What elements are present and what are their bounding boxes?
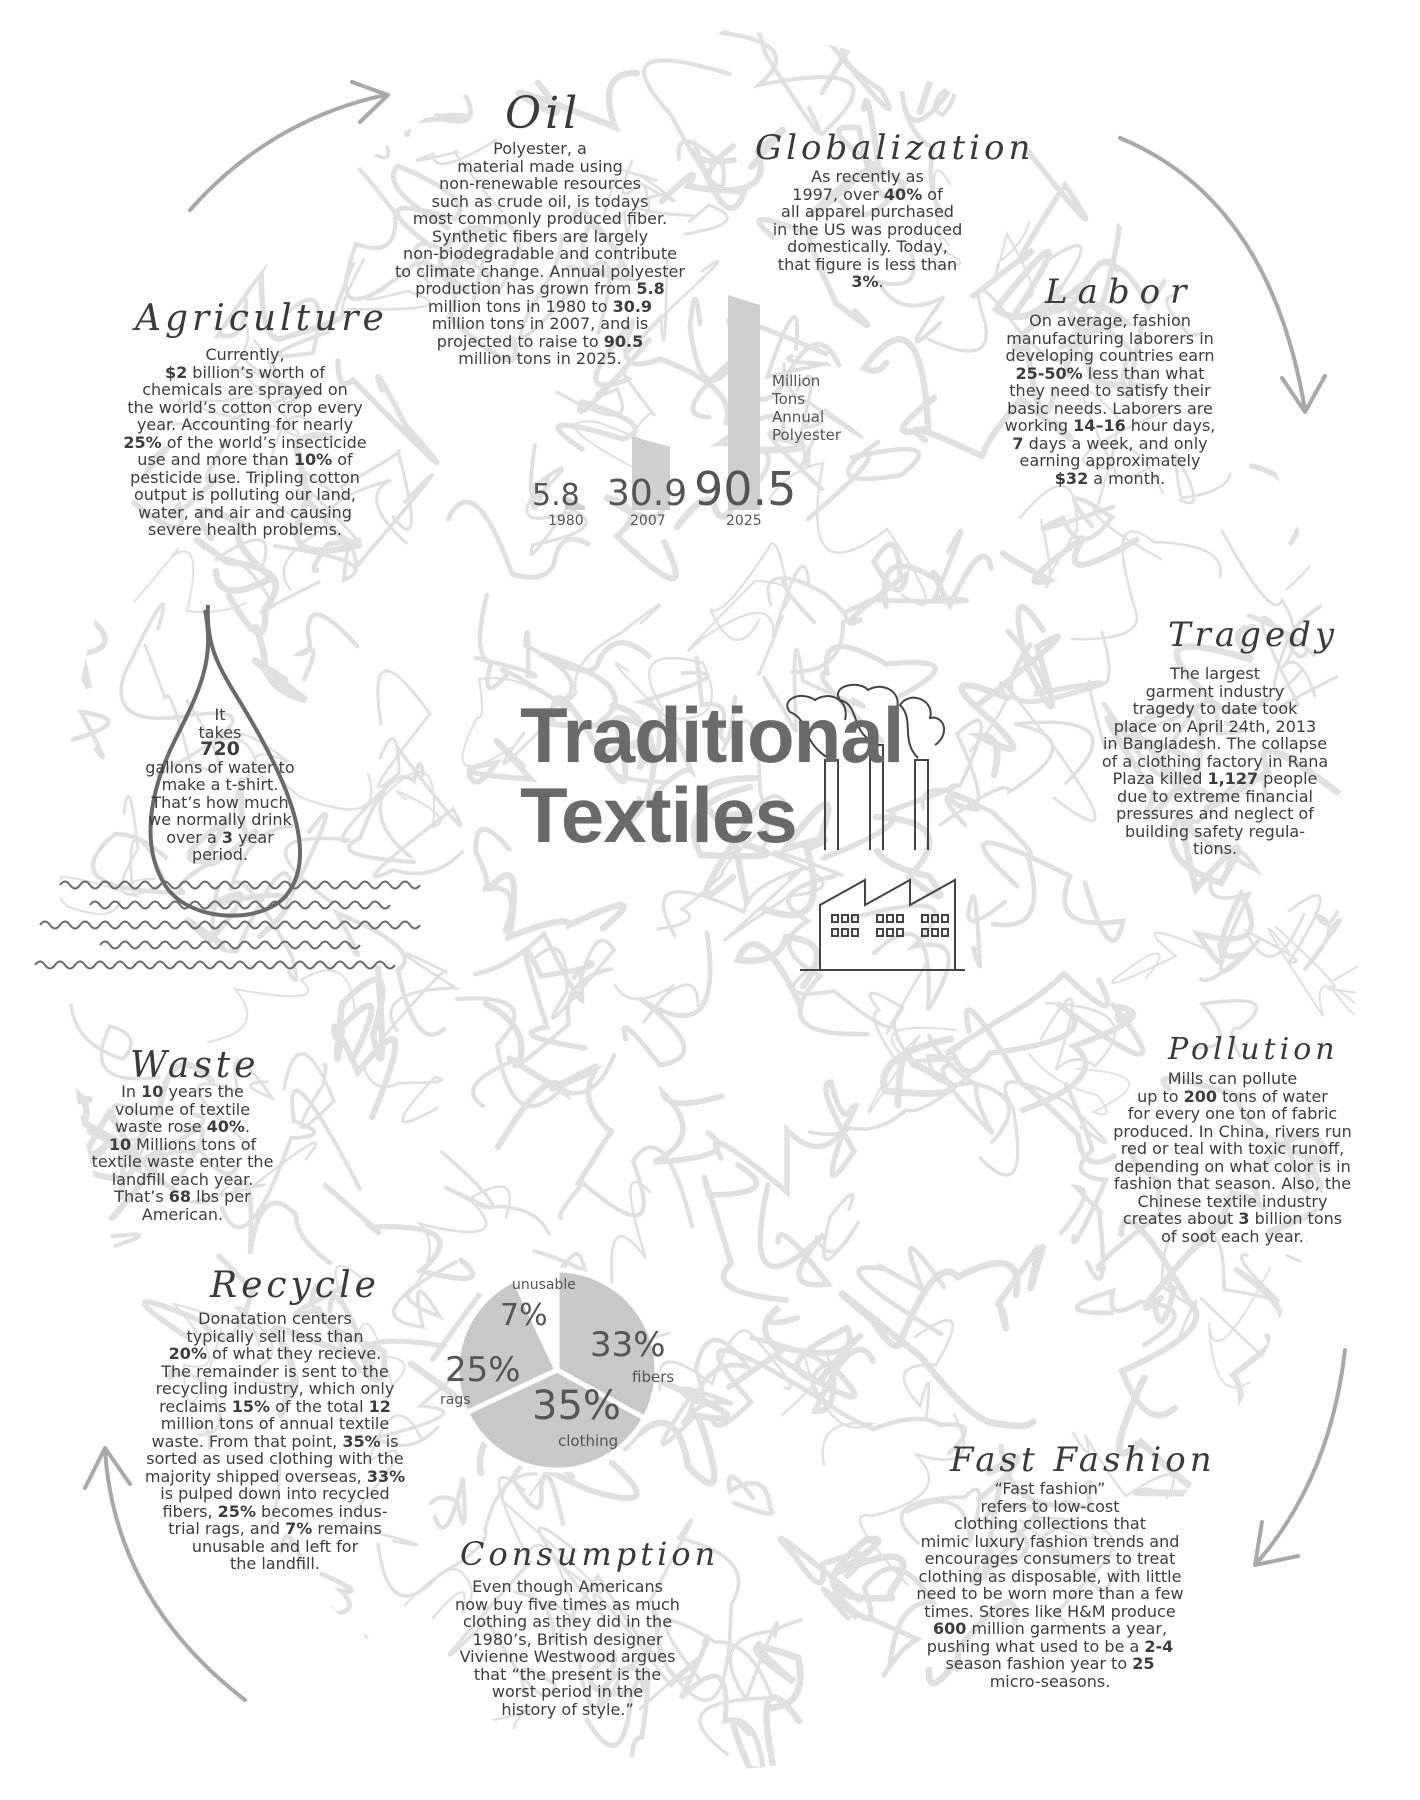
recycle-heading: Recycle — [210, 1265, 380, 1306]
labor-heading: Labor — [1045, 272, 1197, 312]
series-label-line: Million — [772, 372, 821, 390]
page-title — [520, 690, 903, 860]
pie-value-label: 25% — [445, 1350, 521, 1390]
consumption-text: Even though Americans now buy five times as much clothing as they did in the 1980’s, British designer Vivienne Westwood argues that “the present is the worst period in the history of style.” — [455, 1577, 680, 1719]
bar-category-label: 2007 — [630, 513, 666, 529]
bar-category-label: 1980 — [548, 513, 584, 529]
pie-value-label: 33% — [590, 1325, 666, 1365]
title-line: Textiles — [520, 771, 797, 859]
recycle-text: Donatation centers typically sell less than 20% of what they recieve. The remainder is sent to the recycling industry, which only reclaims 15% of the total 12 million tons of annual textile waste. From that point, 35% is sorted as used clothing with the majority shipped overseas, 33% is pulped down into recycled fibers, 25% becomes indus- trial rags, and 7% remains unusable and left for the landfill. — [144, 1309, 406, 1573]
pollution-text: Mills can pollute up to 200 tons of water for every one ton of fabric produced. In China, rivers run red or teal with toxic runoff, depending on what color is in fashion that season. Also, the Chinese textile industry creates about 3 billion tons of soot each year. — [1113, 1069, 1352, 1246]
series-label-line: Annual — [772, 408, 825, 426]
pie-slice-label: clothing — [558, 1432, 619, 1450]
pie-slice-label: rags — [440, 1392, 471, 1408]
fast-fashion-text: “Fast fashion” refers to low-cost clothing collections that mimic luxury fashion trends and encourages consumers to treat clothing as disposable, with little need to be worn more than a few times. Stores like H&M produce 600 million garments a year, pushing what used to be a 2-4 season fashion year to 25 micro-seasons. — [916, 1479, 1184, 1691]
series-label-line: Polyester — [772, 426, 842, 444]
tragedy-heading: Tragedy — [1168, 615, 1339, 655]
fast-fashion-heading: Fast Fashion — [950, 1440, 1216, 1480]
bar-value-label: 5.8 — [532, 478, 580, 513]
series-label-line: Tons — [772, 390, 806, 408]
water-text: It takes 720 gallons of water to make a t-shirt. That’s how much we normally drink over a 3 year period. — [145, 705, 295, 864]
oil-heading: Oil — [505, 88, 582, 139]
title-line: Traditional — [520, 691, 904, 779]
bar-category-label: 2025 — [726, 513, 762, 529]
waste-text: In 10 years the volume of textile waste rose 40%. 10 Millions tons of textile waste enter the landfill each year. That’s 68 lbs per American. — [91, 1082, 274, 1224]
pie-value-label: 35% — [532, 1383, 621, 1429]
pie-slice-label: unusable — [512, 1277, 576, 1293]
consumption-heading: Consumption — [460, 1535, 720, 1573]
pie-slice-label: fibers — [632, 1368, 675, 1386]
globalization-heading: Globalization — [755, 128, 1035, 168]
labor-text: On average, fashion manufacturing laborers in developing countries earn 25-50% less than what they need to satisfy their basic needs. Laborers are working 14–16 hour days, 7 days a week, and only earning approximately $32 a month. — [1004, 311, 1216, 488]
agriculture-heading: Agriculture — [135, 298, 388, 339]
pie-value-label: 7% — [500, 1298, 548, 1333]
pollution-heading: Pollution — [1168, 1032, 1339, 1067]
oil-text: Polyester, a material made using non-renewable resources such as crude oil, is todays most commonly produced fiber. Synthetic fibers are largely non-biodegradable and contribute to climate change. Annual polyester production has grown from 5.8 million tons in 1980 to 30.9 million tons in 2007, and is projected to raise to 90.5 million tons in 2025. — [395, 139, 685, 368]
agriculture-text: Currently, $2 billion’s worth of chemicals are sprayed on the world’s cotton crop every year. Accounting for nearly 25% of the world’s insecticide use and more than 10% of pesticide use. Tripling cotton output is polluting our land, water, and air and causing severe health problems. — [123, 345, 367, 539]
tragedy-text: The largest garment industry tragedy to date took place on April 24th, 2013 in Bangladesh. The collapse of a clothing factory in Rana Plaza killed 1,127 people due to extreme financial pressures and neglect of building safety regula- tions. — [1101, 664, 1329, 858]
bar-value-label: 30.9 — [607, 473, 688, 514]
bar-value-label: 90.5 — [694, 462, 797, 516]
waste-heading: Waste — [130, 1045, 260, 1086]
globalization-text: As recently as 1997, over 40% of all apparel purchased in the US was produced domestically. Today, that figure is less than 3%. — [772, 167, 963, 291]
